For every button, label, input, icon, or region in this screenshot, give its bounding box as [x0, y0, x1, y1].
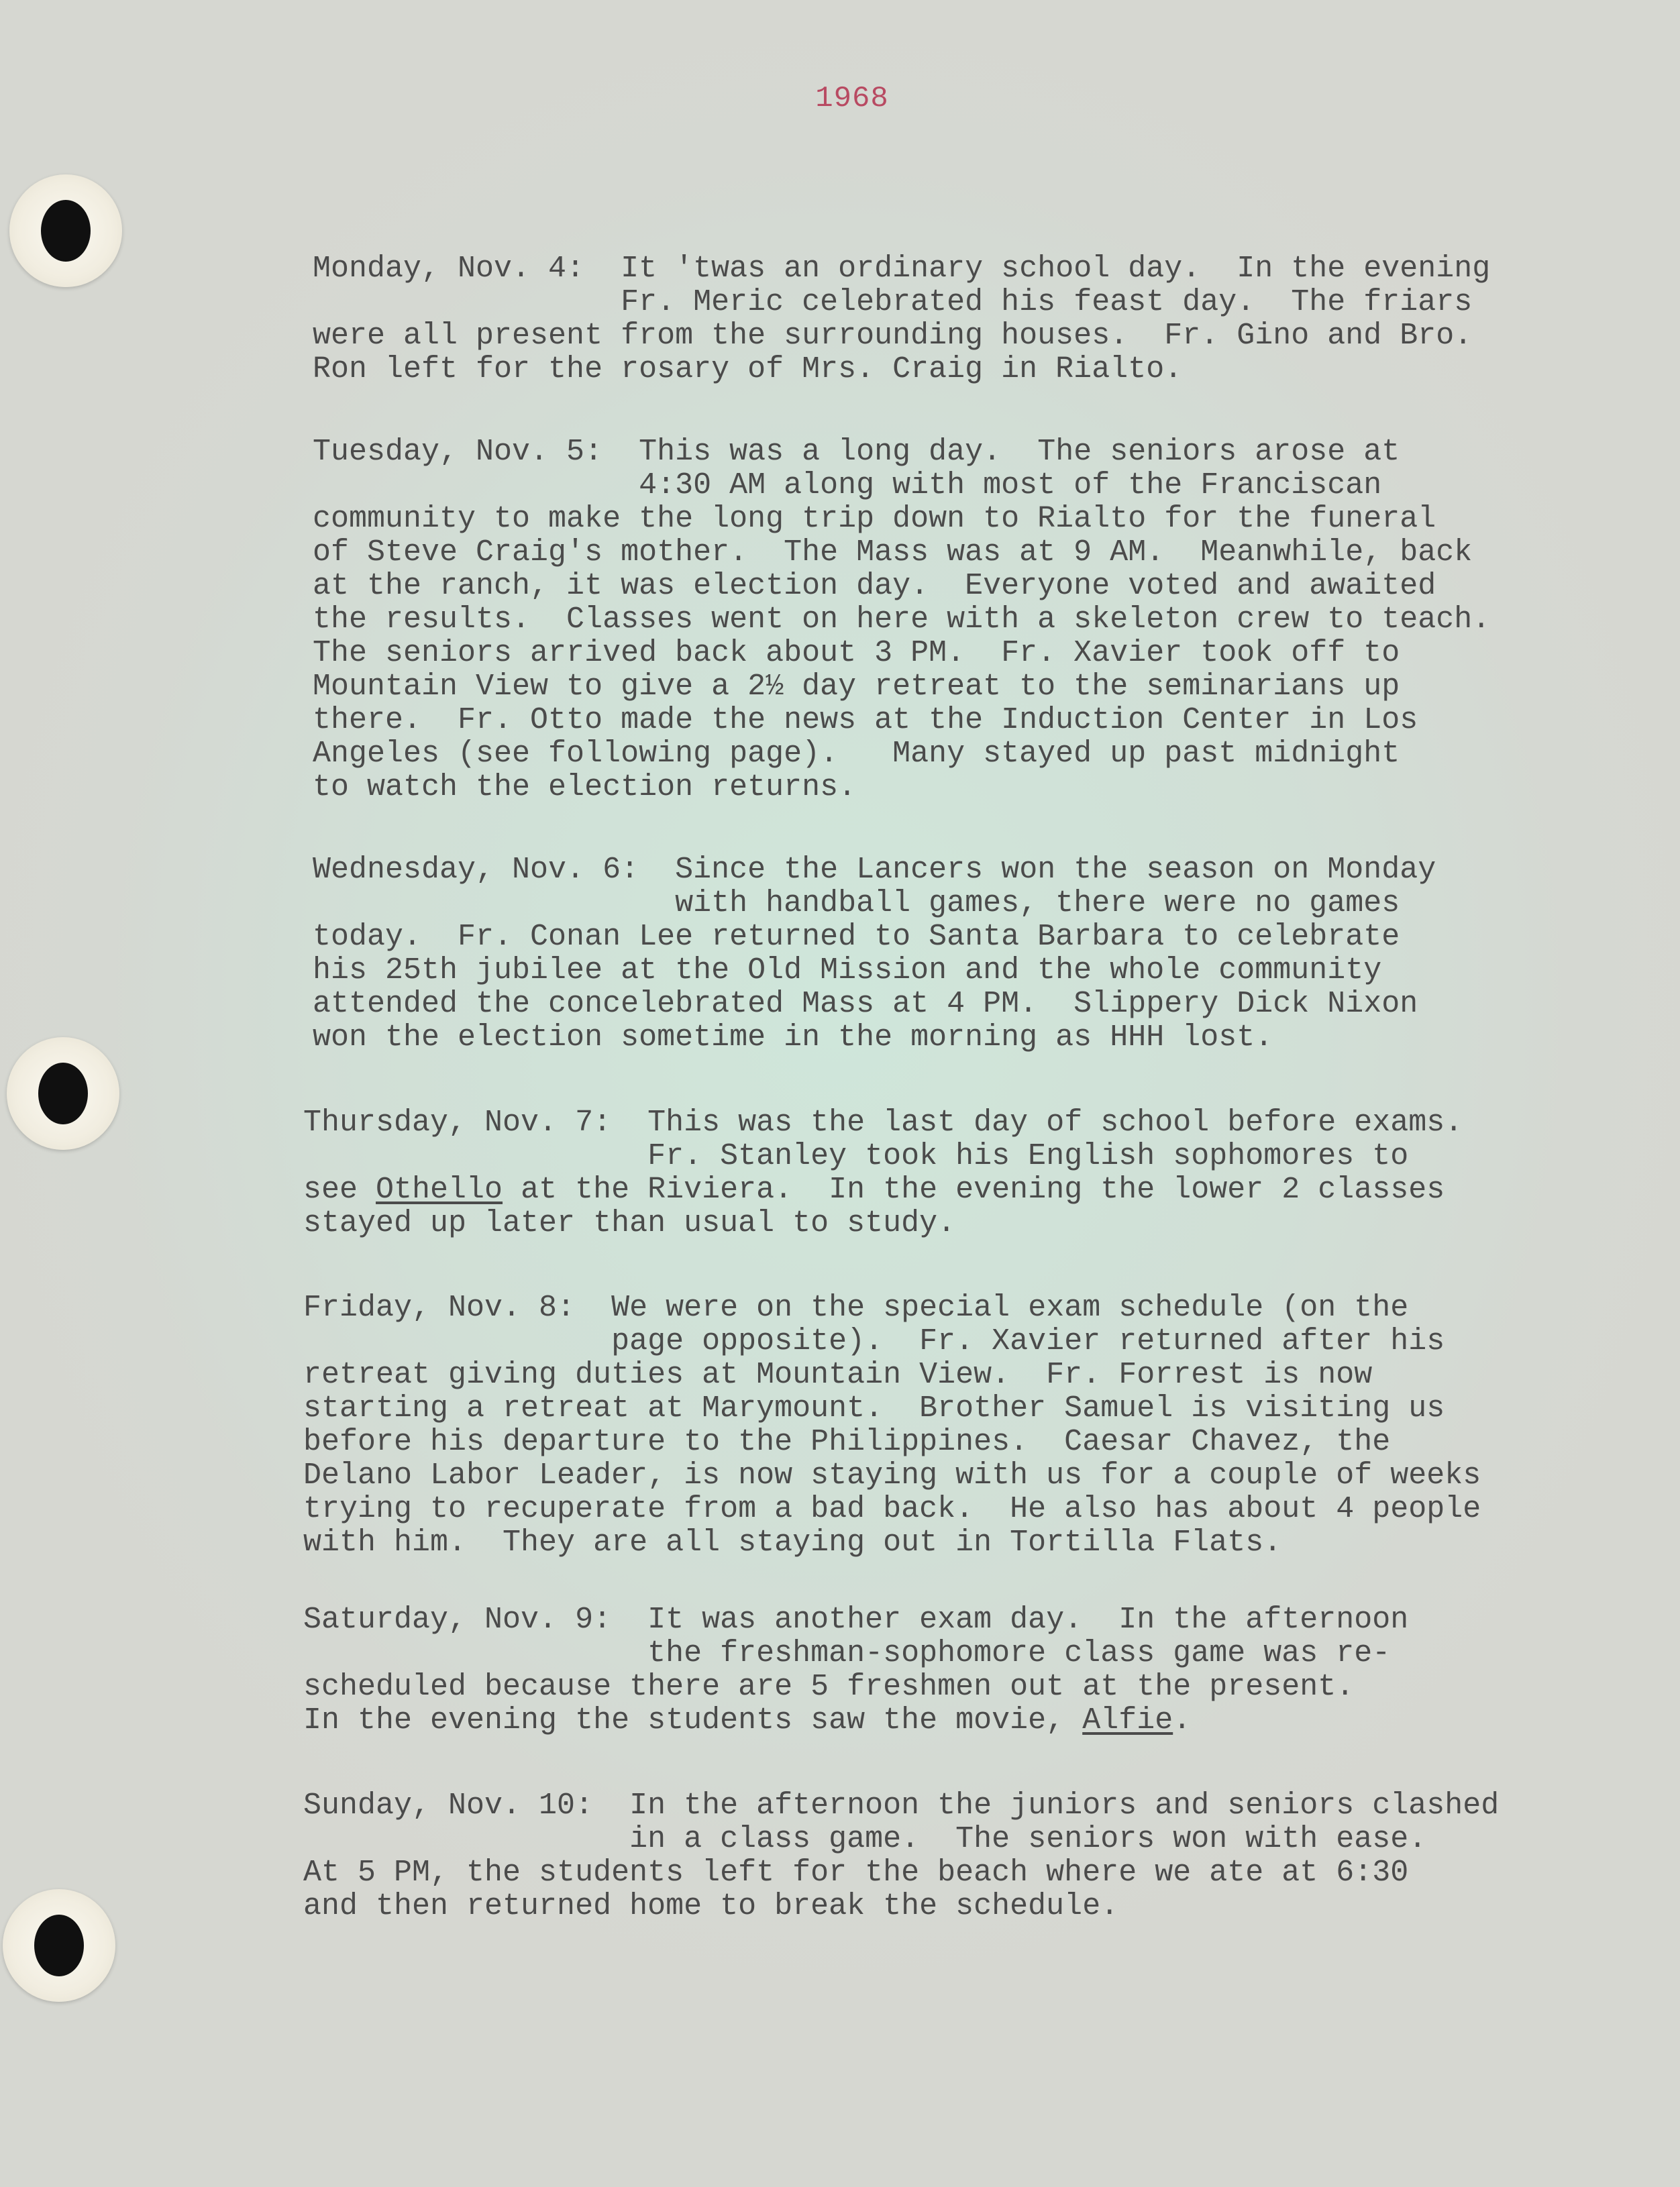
entry-text: 4:30 AM along with most of the Franciscan	[639, 468, 1382, 502]
entry-wednesday-nov-6	[313, 853, 1436, 1055]
entry-friday-nov-8	[303, 1291, 1481, 1560]
entry-text: The seniors arrived back about 3 PM. Fr. Xavier took off to	[313, 636, 1400, 670]
entry-text: with handball games, there were no games	[675, 886, 1400, 920]
hole-punch	[38, 1063, 88, 1124]
entry-text: Delano Labor Leader, is now staying with us for a couple of weeks	[303, 1458, 1481, 1493]
entry-date-label: Monday, Nov. 4:	[313, 252, 585, 286]
hole-punch	[34, 1915, 84, 1976]
entry-text: in a class game. The seniors won with ease.	[629, 1822, 1427, 1856]
entry-text: Since the Lancers won the season on Monday	[675, 853, 1436, 887]
entry-text: today. Fr. Conan Lee returned to Santa Barbara to celebrate	[313, 920, 1400, 954]
entry-text: This was a long day. The seniors arose at	[639, 435, 1400, 469]
entry-text: with him. They are all staying out in Tortilla Flats.	[303, 1526, 1282, 1560]
play-title-othello: Othello	[376, 1173, 503, 1207]
page-year: 1968	[815, 82, 889, 115]
entry-text: and then returned home to break the schedule.	[303, 1889, 1119, 1923]
entry-text: trying to recuperate from a bad back. He also has about 4 people	[303, 1492, 1481, 1526]
entry-tuesday-nov-5	[313, 435, 1490, 804]
entry-text: attended the concelebrated Mass at 4 PM. Slippery Dick Nixon	[313, 987, 1418, 1021]
entry-text: see	[303, 1173, 376, 1207]
entry-text: Ron left for the rosary of Mrs. Craig in Rialto.	[313, 352, 1183, 386]
entry-saturday-nov-9: Saturday, Nov. 9: It was another exam day. In the afternoon the freshman-sophomore class game was re- scheduled because there are 5 freshmen out at the present. In the evening the students saw the movie, Alfie.	[303, 1603, 1409, 1738]
entry-text: It was another exam day. In the afternoon	[647, 1603, 1409, 1637]
hole-punch	[41, 200, 91, 262]
entry-text: starting a retreat at Marymount. Brother Samuel is visiting us	[303, 1391, 1445, 1426]
entry-text: scheduled because there are 5 freshmen out at the present.	[303, 1670, 1355, 1704]
entry-text: to watch the election returns.	[313, 770, 857, 804]
entry-text: page opposite). Fr. Xavier returned after his	[611, 1324, 1445, 1358]
entry-text: there. Fr. Otto made the news at the Induction Center in Los	[313, 703, 1418, 737]
entry-date-label: Sunday, Nov. 10:	[303, 1789, 594, 1823]
entry-text: of Steve Craig's mother. The Mass was at 9 AM. Meanwhile, back	[313, 535, 1473, 570]
entry-text: at the ranch, it was election day. Everyone voted and awaited	[313, 569, 1436, 603]
entry-sunday-nov-10	[303, 1789, 1499, 1923]
entry-date-label: Wednesday, Nov. 6:	[313, 853, 639, 887]
entry-text: At 5 PM, the students left for the beach where we ate at 6:30	[303, 1856, 1409, 1890]
entry-text: the freshman-sophomore class game was re-	[647, 1636, 1391, 1670]
entry-text: were all present from the surrounding houses. Fr. Gino and Bro.	[313, 319, 1473, 353]
binder-hole-middle	[7, 1037, 119, 1150]
entry-text: at the Riviera. In the evening the lower 2 classes	[503, 1173, 1445, 1207]
entry-text: In the evening the students saw the movie,	[303, 1703, 1083, 1738]
entry-date-label: Thursday, Nov. 7:	[303, 1106, 612, 1140]
entry-text: community to make the long trip down to Rialto for the funeral	[313, 502, 1436, 536]
entry-text: his 25th jubilee at the Old Mission and the whole community	[313, 953, 1382, 988]
entry-date-label: Tuesday, Nov. 5:	[313, 435, 603, 469]
movie-title-alfie: Alfie	[1082, 1703, 1173, 1738]
entry-text: Mountain View to give a 2½ day retreat to the seminarians up	[313, 670, 1400, 704]
entry-date-label: Saturday, Nov. 9:	[303, 1603, 612, 1637]
entry-text: won the election sometime in the morning as HHH lost.	[313, 1020, 1273, 1055]
entry-text: Fr. Meric celebrated his feast day. The friars	[621, 285, 1473, 319]
binder-hole-top	[9, 174, 122, 287]
entry-text: before his departure to the Philippines. Caesar Chavez, the	[303, 1425, 1391, 1459]
entry-text: We were on the special exam schedule (on the	[611, 1291, 1409, 1325]
entry-text: This was the last day of school before exams.	[647, 1106, 1463, 1140]
entry-text: Angeles (see following page). Many stayed up past midnight	[313, 737, 1400, 771]
entry-text: the results. Classes went on here with a skeleton crew to teach.	[313, 602, 1491, 637]
entry-text: Fr. Stanley took his English sophomores to	[647, 1139, 1409, 1173]
entry-date-label: Friday, Nov. 8:	[303, 1291, 576, 1325]
entry-text: It 'twas an ordinary school day. In the evening	[621, 252, 1491, 286]
entry-text: stayed up later than usual to study.	[303, 1206, 956, 1240]
binder-hole-bottom	[3, 1889, 115, 2002]
entry-thursday-nov-7	[303, 1106, 1463, 1240]
entry-text: In the afternoon the juniors and seniors clashed	[629, 1789, 1500, 1823]
entry-monday-nov-4	[313, 252, 1490, 386]
entry-text: retreat giving duties at Mountain View. Fr. Forrest is now	[303, 1358, 1373, 1392]
